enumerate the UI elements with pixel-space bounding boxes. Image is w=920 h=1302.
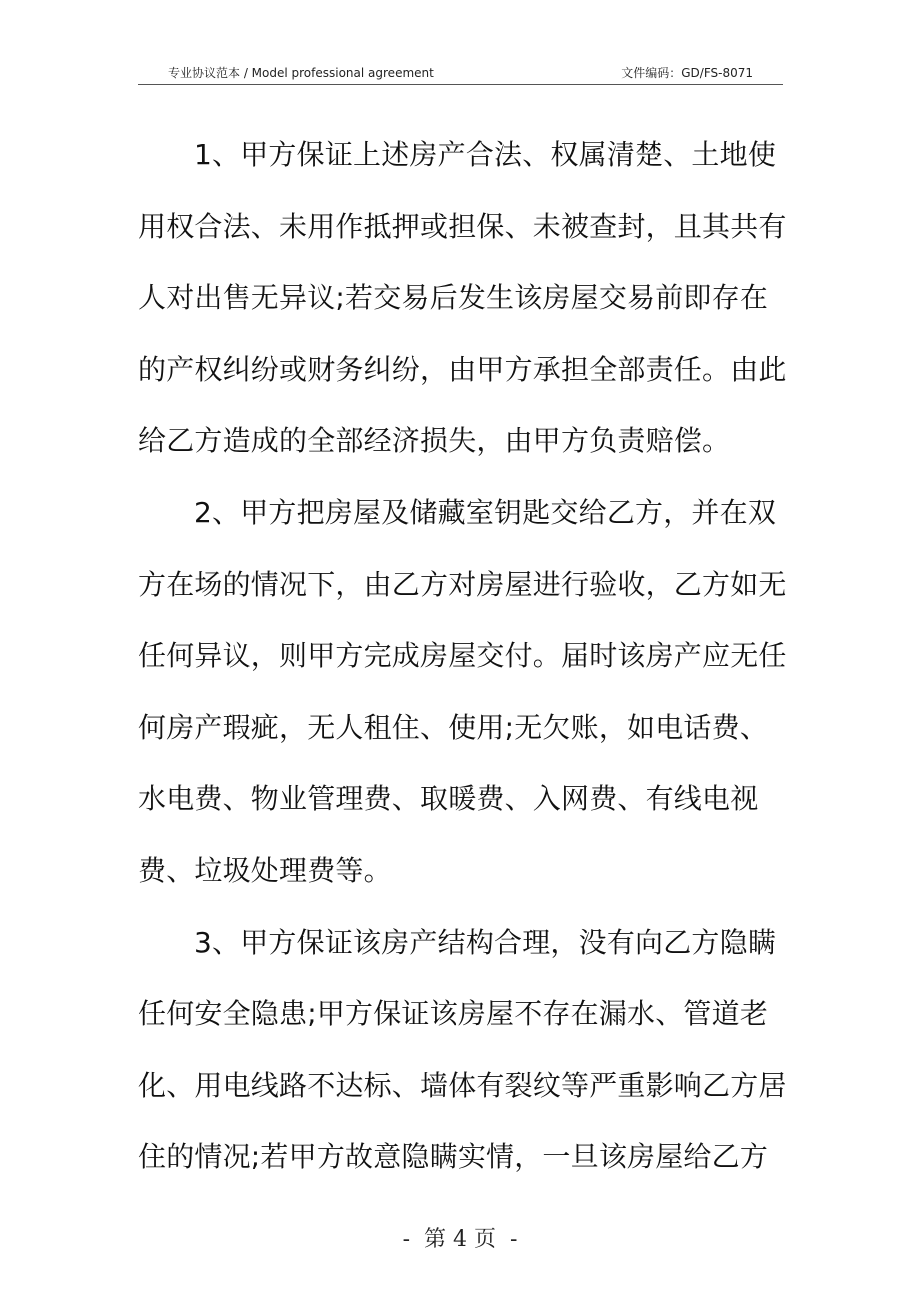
paragraph-line: 住的情况;若甲方故意隐瞒实情，一旦该房屋给乙方: [138, 1140, 769, 1174]
paragraph-line: 方在场的情况下，由乙方对房屋进行验收，乙方如无: [138, 567, 787, 601]
paragraph-line: 3、甲方保证该房产结构合理，没有向乙方隐瞒: [194, 925, 777, 959]
header-document-type: 专业协议范本 / Model professional agreement: [168, 66, 434, 80]
paragraph-line: 1、甲方保证上述房产合法、权属清楚、土地使: [194, 138, 777, 171]
paragraph-line: 的产权纠纷或财务纠纷，由甲方承担全部责任。由此: [138, 352, 787, 386]
paragraph-line: 水电费、物业管理费、取暖费、入网费、有线电视: [138, 782, 759, 816]
paragraph-line: 用权合法、未用作抵押或担保、未被查封，且其共有: [138, 209, 787, 243]
paragraph-line: 2、甲方把房屋及储藏室钥匙交给乙方，并在双: [194, 495, 777, 529]
paragraph-line: 给乙方造成的全部经济损失，由甲方负责赔偿。: [138, 424, 731, 458]
page-header: [138, 62, 783, 85]
paragraph-line: 任何异议，则甲方完成房屋交付。届时该房产应无任: [138, 639, 787, 673]
paragraph-line: 费、垃圾处理费等。: [138, 853, 392, 887]
document-body: [138, 119, 787, 1193]
paragraph-line: 化、用电线路不达标、墙体有裂纹等严重影响乙方居: [138, 1068, 787, 1102]
paragraph-line: 人对出售无异议;若交易后发生该房屋交易前即存在: [138, 281, 769, 315]
paragraph-line: 何房产瑕疵，无人租住、使用;无欠账，如电话费、: [138, 710, 769, 744]
page-number: - 第 4 页 -: [402, 1227, 518, 1252]
paragraph-line: 任何安全隐患;甲方保证该房屋不存在漏水、管道老: [138, 997, 769, 1031]
header-document-code: 文件编码：GD/FS-8071: [621, 66, 753, 80]
